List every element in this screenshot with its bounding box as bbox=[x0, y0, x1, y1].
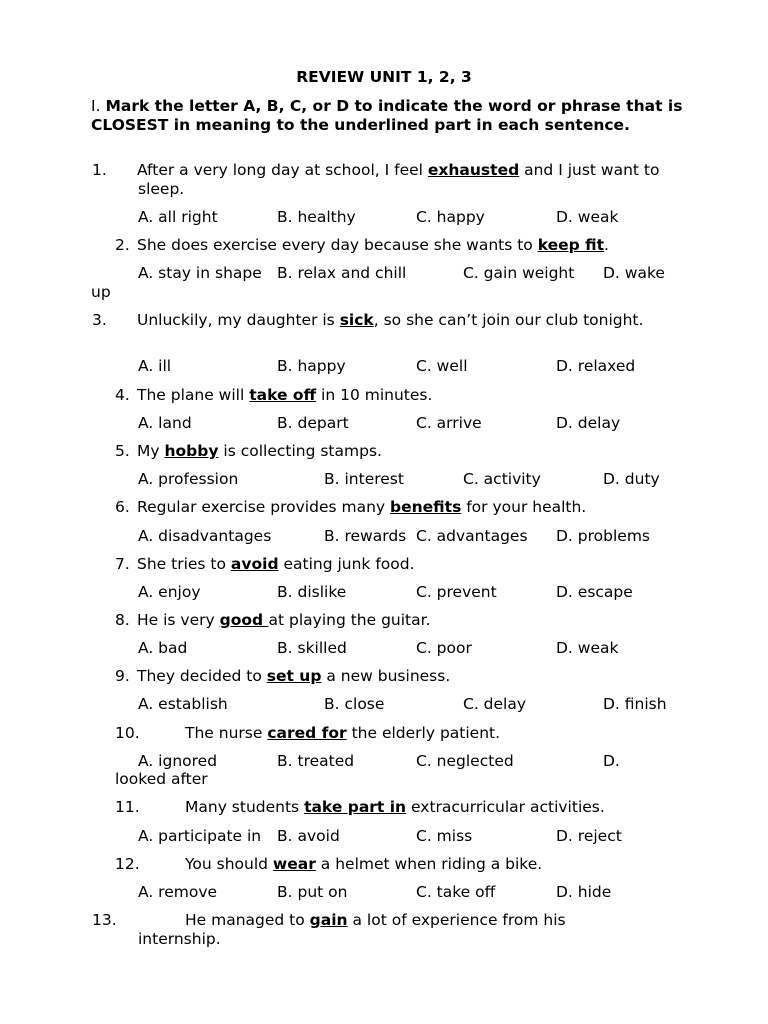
question-text: She tries to bbox=[137, 555, 231, 573]
option-d: D. relaxed bbox=[556, 357, 636, 375]
question-number: 1. bbox=[92, 161, 107, 179]
underlined-word: wear bbox=[272, 855, 316, 873]
question-number: 12. bbox=[115, 855, 140, 873]
question-10 bbox=[115, 724, 675, 743]
question-text: Many students bbox=[185, 798, 305, 816]
option-c: C. arrive bbox=[416, 414, 482, 432]
question-7 bbox=[115, 555, 675, 574]
question-text: My bbox=[137, 442, 165, 460]
question-number: 4. bbox=[115, 386, 130, 404]
question-text: a lot of experience from his internship. bbox=[138, 911, 566, 948]
option-c: C. gain weight bbox=[463, 264, 575, 282]
underlined-word: avoid bbox=[230, 555, 279, 573]
question-number: 9. bbox=[115, 667, 130, 685]
question-13 bbox=[92, 911, 638, 949]
question-text: for your health. bbox=[461, 498, 587, 516]
option-c: C. miss bbox=[416, 827, 473, 845]
option-a: A. participate in bbox=[138, 827, 262, 845]
option-d: D. bbox=[603, 752, 620, 770]
question-1 bbox=[92, 161, 678, 199]
underlined-word: sick bbox=[339, 311, 374, 329]
option-a: A. establish bbox=[138, 695, 228, 713]
option-b: B. put on bbox=[277, 883, 348, 901]
option-d: D. delay bbox=[556, 414, 621, 432]
underlined-word: take part in bbox=[304, 798, 407, 816]
underlined-word: take off bbox=[249, 386, 317, 404]
question-text: extracurricular activities. bbox=[406, 798, 605, 816]
question-text: Unluckily, my daughter is bbox=[137, 311, 340, 329]
section-instruction bbox=[91, 97, 691, 134]
question-text: , so she can’t join our club tonight. bbox=[373, 311, 644, 329]
option-b: B. interest bbox=[324, 470, 404, 488]
option-a: A. ignored bbox=[138, 752, 218, 770]
option-d-wrap: looked after bbox=[115, 770, 208, 788]
underlined-word: gain bbox=[309, 911, 348, 929]
option-b: B. relax and chill bbox=[277, 264, 407, 282]
question-6 bbox=[115, 498, 675, 517]
option-b: B. close bbox=[324, 695, 385, 713]
question-8 bbox=[115, 611, 675, 630]
option-a: A. stay in shape bbox=[138, 264, 262, 282]
underlined-word: hobby bbox=[164, 442, 219, 460]
question-text: You should bbox=[185, 855, 273, 873]
option-a: A. ill bbox=[138, 357, 172, 375]
option-c: C. activity bbox=[463, 470, 541, 488]
underlined-word: exhausted bbox=[427, 161, 520, 179]
option-d: D. weak bbox=[556, 208, 619, 226]
question-9 bbox=[115, 667, 675, 686]
option-d: D. reject bbox=[556, 827, 622, 845]
option-a: A. all right bbox=[138, 208, 218, 226]
option-c: C. prevent bbox=[416, 583, 497, 601]
question-number: 7. bbox=[115, 555, 130, 573]
question-text: and I just want to sleep. bbox=[138, 161, 660, 198]
option-b: B. rewards bbox=[324, 527, 407, 545]
question-11 bbox=[115, 798, 675, 817]
option-b: B. avoid bbox=[277, 827, 340, 845]
question-text: eating junk food. bbox=[278, 555, 415, 573]
underlined-word: cared for bbox=[267, 724, 347, 742]
question-number: 2. bbox=[115, 236, 130, 254]
option-a: A. land bbox=[138, 414, 192, 432]
underlined-word: keep fit bbox=[537, 236, 605, 254]
option-b: B. depart bbox=[277, 414, 349, 432]
question-number: 8. bbox=[115, 611, 130, 629]
question-text: He is very bbox=[137, 611, 220, 629]
question-text: They decided to bbox=[137, 667, 267, 685]
question-4 bbox=[115, 386, 675, 405]
question-text: The nurse bbox=[185, 724, 268, 742]
question-text: . bbox=[604, 236, 609, 254]
option-b: B. healthy bbox=[277, 208, 356, 226]
question-3 bbox=[92, 311, 678, 330]
option-d: D. wake bbox=[603, 264, 665, 282]
question-number: 6. bbox=[115, 498, 130, 516]
option-b: B. treated bbox=[277, 752, 355, 770]
question-number: 3. bbox=[92, 311, 107, 329]
option-d: D. finish bbox=[603, 695, 667, 713]
underlined-word: benefits bbox=[390, 498, 462, 516]
question-number: 5. bbox=[115, 442, 130, 460]
option-a: A. remove bbox=[138, 883, 218, 901]
question-number: 11. bbox=[115, 798, 140, 816]
option-c: C. take off bbox=[416, 883, 496, 901]
option-c: C. neglected bbox=[416, 752, 514, 770]
question-number: 13. bbox=[92, 911, 117, 929]
question-text: After a very long day at school, I feel bbox=[137, 161, 428, 179]
option-b: B. happy bbox=[277, 357, 346, 375]
question-text: The plane will bbox=[137, 386, 250, 404]
option-d: D. hide bbox=[556, 883, 612, 901]
section-number: I. bbox=[91, 97, 106, 115]
question-text: at playing the guitar. bbox=[268, 611, 431, 629]
option-d-wrap: up bbox=[91, 283, 111, 301]
question-text: in 10 minutes. bbox=[316, 386, 433, 404]
option-c: C. happy bbox=[416, 208, 485, 226]
option-a: A. enjoy bbox=[138, 583, 201, 601]
option-b: B. dislike bbox=[277, 583, 347, 601]
option-d: D. duty bbox=[603, 470, 660, 488]
option-c: C. delay bbox=[463, 695, 527, 713]
question-12 bbox=[115, 855, 675, 874]
option-d: D. weak bbox=[556, 639, 619, 657]
option-a: A. disadvantages bbox=[138, 527, 272, 545]
question-text: He managed to bbox=[185, 911, 310, 929]
option-b: B. skilled bbox=[277, 639, 347, 657]
question-text: She does exercise every day because she wants to bbox=[137, 236, 538, 254]
question-text: is collecting stamps. bbox=[218, 442, 382, 460]
worksheet-title: REVIEW UNIT 1, 2, 3 bbox=[296, 68, 472, 86]
question-number: 10. bbox=[115, 724, 140, 742]
question-text: Regular exercise provides many bbox=[137, 498, 391, 516]
option-d: D. escape bbox=[556, 583, 633, 601]
option-a: A. bad bbox=[138, 639, 188, 657]
option-c: C. poor bbox=[416, 639, 472, 657]
question-2 bbox=[115, 236, 675, 255]
underlined-word: good bbox=[219, 611, 269, 629]
underlined-word: set up bbox=[266, 667, 322, 685]
option-c: C. advantages bbox=[416, 527, 528, 545]
option-d: D. problems bbox=[556, 527, 650, 545]
instruction-text: Mark the letter A, B, C, or D to indicate the word or phrase that is CLOSEST in meaning to the underlined part in each sentence. bbox=[91, 97, 683, 134]
question-5 bbox=[115, 442, 675, 461]
question-text: the elderly patient. bbox=[346, 724, 501, 742]
option-a: A. profession bbox=[138, 470, 239, 488]
option-c: C. well bbox=[416, 357, 468, 375]
question-text: a new business. bbox=[321, 667, 451, 685]
question-text: a helmet when riding a bike. bbox=[315, 855, 543, 873]
